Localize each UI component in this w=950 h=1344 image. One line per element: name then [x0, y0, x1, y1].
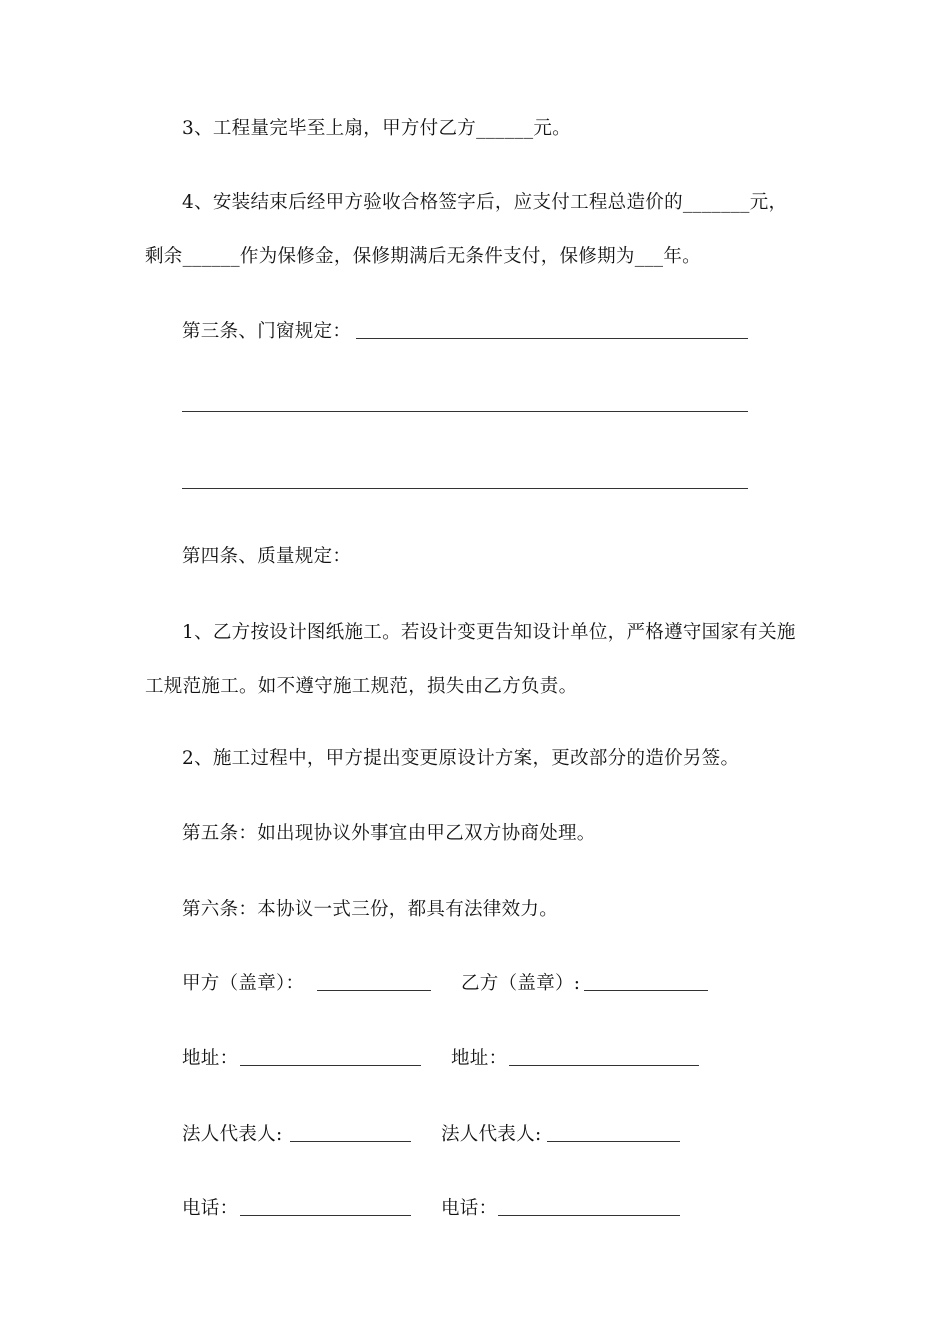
quality-clause-1-line2: 工规范施工。如不遵守施工规范，损失由乙方负责。 — [145, 676, 578, 697]
party-b-representative-blank — [547, 1141, 680, 1142]
party-b-seal-blank — [584, 990, 708, 991]
party-a-phone-blank — [240, 1215, 411, 1216]
party-a-representative-blank — [290, 1141, 411, 1142]
quality-clause-2: 2、施工过程中，甲方提出变更原设计方案，更改部分的造价另签。 — [182, 748, 740, 769]
article-6: 第六条：本协议一式三份，都具有法律效力。 — [182, 899, 559, 920]
blank-line — [182, 411, 748, 412]
article-3-heading: 第三条、门窗规定： — [182, 321, 352, 342]
party-a-address-label: 地址： — [182, 1048, 239, 1069]
party-a-representative-label: 法人代表人: — [182, 1124, 283, 1145]
party-a-seal-blank — [317, 990, 431, 991]
clause-4-payment-line2: 剩余______作为保修金，保修期满后无条件支付，保修期为___年。 — [145, 246, 701, 267]
party-b-address-label: 地址： — [451, 1048, 508, 1069]
party-a-seal-label: 甲方（盖章）： — [182, 973, 305, 994]
party-b-representative-label: 法人代表人: — [441, 1124, 542, 1145]
party-b-phone-label: 电话： — [441, 1198, 498, 1219]
party-b-seal-label: 乙方（盖章）: — [461, 973, 581, 994]
article-4-heading: 第四条、质量规定： — [182, 546, 352, 567]
party-a-address-blank — [240, 1065, 421, 1066]
party-b-address-blank — [509, 1065, 699, 1066]
clause-4-payment-line1: 4、安装结束后经甲方验收合格签字后，应支付工程总造价的_______元， — [182, 192, 788, 213]
party-a-phone-label: 电话： — [182, 1198, 239, 1219]
clause-3-payment: 3、工程量完毕至上扇，甲方付乙方______元。 — [182, 118, 571, 139]
article-5: 第五条：如出现协议外事宜由甲乙双方协商处理。 — [182, 823, 596, 844]
blank-line — [356, 338, 748, 339]
blank-line — [182, 488, 748, 489]
quality-clause-1-line1: 1、乙方按设计图纸施工。若设计变更告知设计单位，严格遵守国家有关施 — [182, 622, 796, 643]
party-b-phone-blank — [498, 1215, 680, 1216]
